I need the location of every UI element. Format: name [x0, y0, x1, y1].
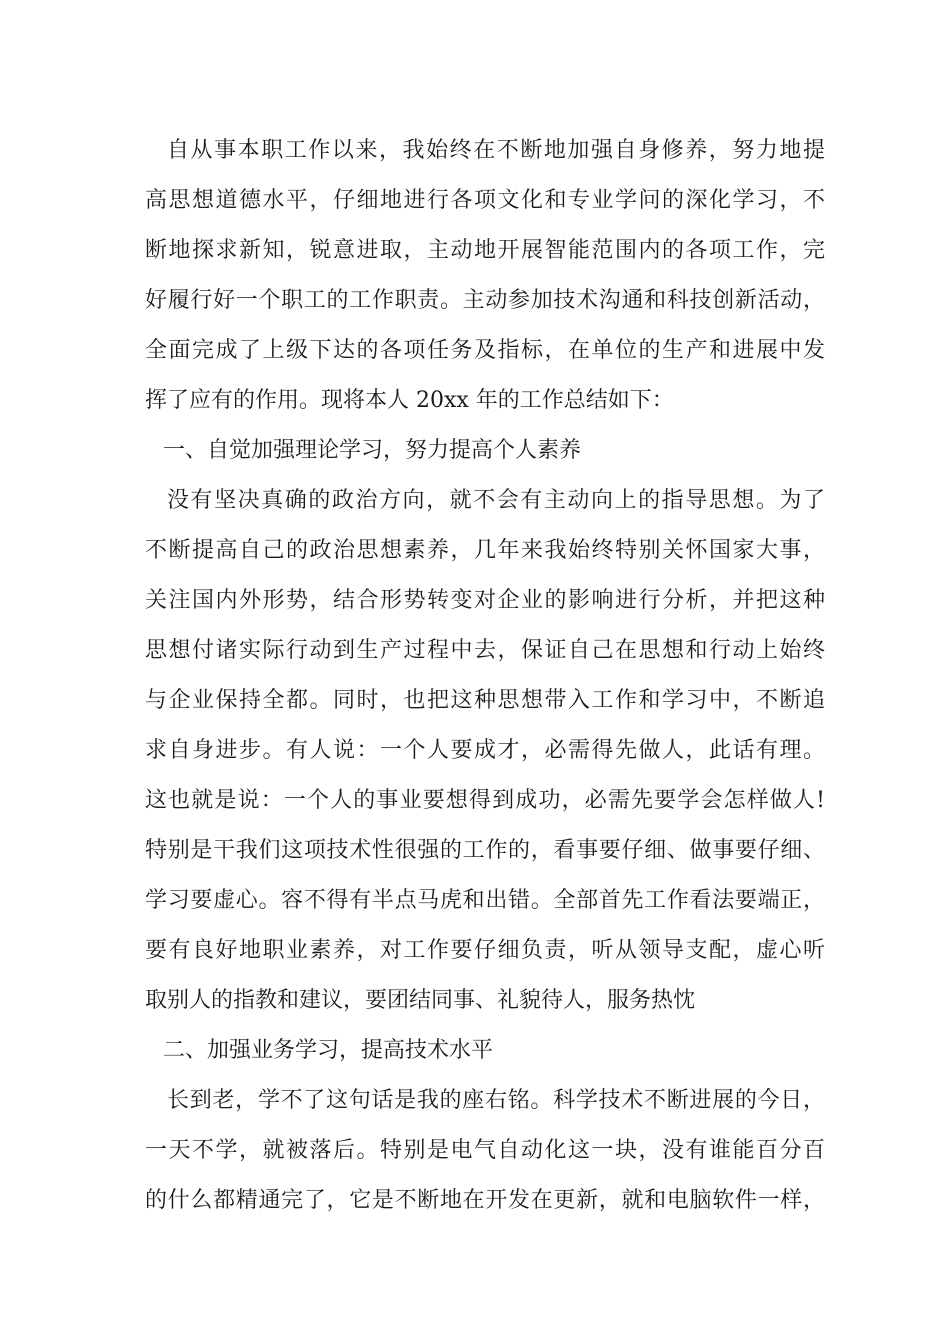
paragraph-line: 的什么都精通完了，它是不断地在开发在更新，就和电脑软件一样，	[145, 1188, 825, 1213]
paragraph-line: 关注国内外形势，结合形势转变对企业的影响进行分析，并把这种	[145, 588, 825, 613]
section-heading: 一、自觉加强理论学习，努力提高个人素养	[163, 438, 582, 463]
paragraph-line: 学习要虚心。容不得有半点马虎和出错。全部首先工作看法要端正，	[145, 888, 825, 913]
paragraph-line: 自从事本职工作以来，我始终在不断地加强自身修养，努力地提	[167, 138, 825, 163]
section-heading: 二、加强业务学习，提高技术水平	[163, 1038, 494, 1063]
paragraph-line: 与企业保持全都。同时，也把这种思想带入工作和学习中，不断追	[145, 688, 825, 713]
paragraph-line: 求自身进步。有人说：一个人要成才，必需得先做人，此话有理。	[145, 738, 825, 763]
paragraph-line: 不断提高自己的政治思想素养，几年来我始终特别关怀国家大事，	[145, 538, 825, 563]
paragraph-line: 一天不学，就被落后。特别是电气自动化这一块，没有谁能百分百	[145, 1138, 825, 1163]
paragraph-line: 全面完成了上级下达的各项任务及指标，在单位的生产和进展中发	[145, 338, 825, 363]
paragraph-line: 断地探求新知，锐意进取，主动地开展智能范围内的各项工作，完	[145, 238, 825, 263]
paragraph-line: 这也就是说：一个人的事业要想得到成功，必需先要学会怎样做人!	[145, 788, 825, 813]
paragraph-line: 特别是干我们这项技术性很强的工作的，看事要仔细、做事要仔细、	[145, 838, 825, 863]
paragraph-line: 长到老，学不了这句话是我的座右铭。科学技术不断进展的今日，	[167, 1088, 825, 1113]
paragraph-line: 好履行好一个职工的工作职责。主动参加技术沟通和科技创新活动，	[145, 288, 825, 313]
paragraph-line: 思想付诸实际行动到生产过程中去，保证自己在思想和行动上始终	[145, 638, 825, 663]
paragraph-line: 没有坚决真确的政治方向，就不会有主动向上的指导思想。为了	[167, 488, 825, 513]
document-body	[145, 126, 825, 1226]
paragraph-line: 挥了应有的作用。现将本人 20xx 年的工作总结如下：	[145, 388, 674, 413]
paragraph-line: 要有良好地职业素养，对工作要仔细负责，听从领导支配，虚心听	[145, 938, 825, 963]
paragraph-line: 高思想道德水平，仔细地进行各项文化和专业学问的深化学习，不	[145, 188, 825, 213]
paragraph-line: 取别人的指教和建议，要团结同事、礼貌待人，服务热忱	[145, 988, 696, 1013]
